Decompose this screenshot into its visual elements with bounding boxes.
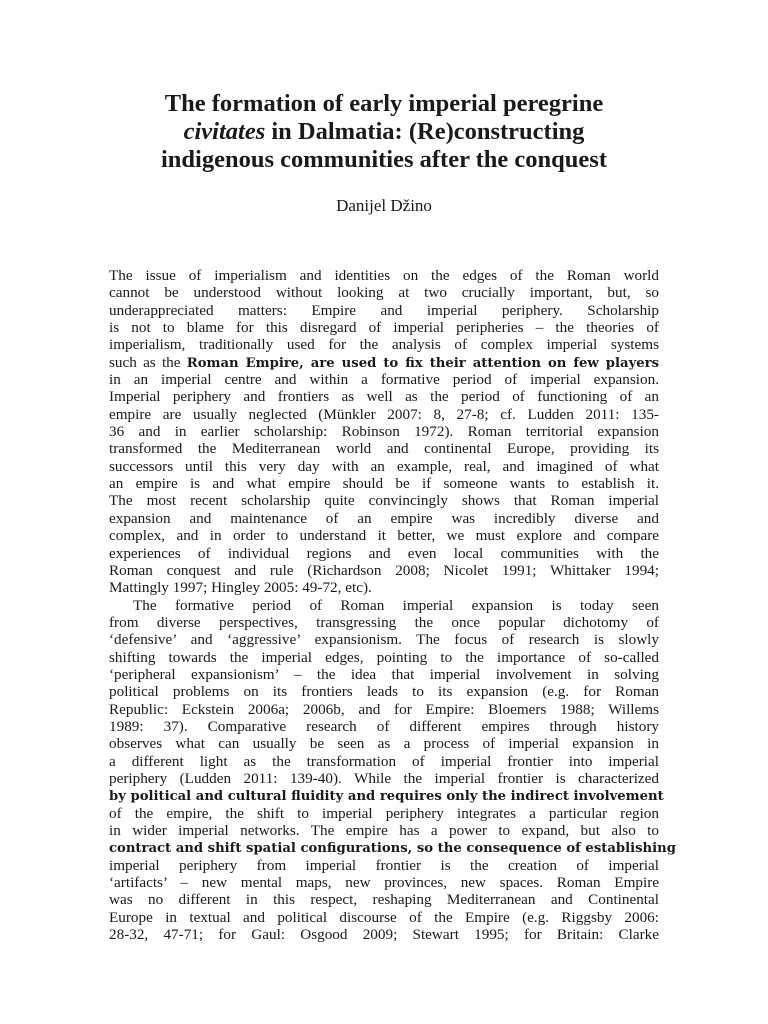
body-line-text: an empire is and what empire should be if someone wants to establish it. bbox=[109, 475, 659, 493]
body-line-text: imperialism, traditionally used for the analysis of complex imperial systems bbox=[109, 336, 659, 354]
body-line-text: in wider imperial networks. The empire has a power to expand, but also to bbox=[109, 822, 659, 839]
body-line-emphasis: by political and cultural fluidity and requires only the indirect involvement bbox=[109, 789, 664, 805]
body-line-text: successors until this very day with an example, real, and imagined of what bbox=[109, 457, 659, 475]
body-line-text: observes what can usually be seen as a process of imperial expansion in bbox=[109, 735, 659, 753]
body-line bbox=[109, 926, 659, 943]
body-line bbox=[109, 874, 659, 891]
body-line-text: Roman conquest and rule (Richardson 2008; Nicolet 1991; Whittaker 1994; bbox=[109, 561, 659, 579]
body-line bbox=[109, 371, 659, 388]
body-line bbox=[109, 510, 659, 527]
body-line bbox=[109, 839, 676, 857]
body-line-text: cannot be understood without looking at two crucially important, but, so bbox=[109, 284, 659, 302]
title-line-1: The formation of early imperial peregrine bbox=[164, 90, 604, 117]
body-line bbox=[109, 683, 659, 700]
body-line-text: ‘peripheral expansionism’ – the idea that imperial involvement in solving bbox=[109, 665, 659, 683]
body-line-text: in an imperial centre and within a formative period of imperial expansion. bbox=[109, 371, 659, 389]
body-line bbox=[109, 753, 659, 770]
body-line bbox=[109, 649, 659, 666]
body-line-text: shifting towards the imperial edges, pointing to the importance of so-called bbox=[109, 648, 659, 666]
body-line bbox=[109, 527, 659, 544]
body-line-text: ‘artifacts’ – new mental maps, new provinces, new spaces. Roman Empire bbox=[109, 874, 659, 892]
body-line bbox=[109, 388, 659, 405]
paper-title bbox=[100, 90, 668, 174]
body-line-emphasis: contract and shift spatial configurations, so the consequence of establishing bbox=[109, 841, 676, 857]
body-line bbox=[109, 805, 659, 822]
body-line bbox=[109, 354, 659, 371]
body-line-text: was no different in this respect, reshaping Mediterranean and Continental bbox=[109, 891, 659, 909]
body-line-text: 1989: 37). Comparative research of different empires through history bbox=[109, 717, 659, 735]
body-line-text: political problems on its frontiers leads to its expansion (e.g. for Roman bbox=[109, 683, 659, 701]
body-line-text: experiences of individual regions and even local communities with the bbox=[109, 544, 659, 562]
body-line-text: The issue of imperialism and identities on the edges of the Roman world bbox=[109, 267, 659, 284]
body-line-text: imperial periphery from imperial frontier is the creation of imperial bbox=[109, 856, 659, 874]
body-line-text: empire are usually neglected (Münkler 2007: 8, 27-8; cf. Ludden 2011: 135- bbox=[109, 405, 659, 423]
title-italic-term: civitates bbox=[183, 118, 266, 145]
body-line-emphasis: Roman Empire, are used to fix their attention on few players bbox=[186, 355, 660, 371]
body-line-text: The most recent scholarship quite convincingly shows that Roman imperial bbox=[109, 492, 659, 510]
body-line-text: expansion and maintenance of an empire was incredibly diverse and bbox=[109, 509, 659, 527]
body-line bbox=[109, 579, 659, 596]
body-line bbox=[109, 787, 664, 805]
body-line bbox=[109, 735, 659, 752]
body-line bbox=[109, 562, 659, 579]
body-line-text: ‘defensive’ and ‘aggressive’ expansionism. The focus of research is slowly bbox=[109, 631, 659, 649]
body-line bbox=[109, 666, 659, 683]
body-line-text: 28-32, 47-71; for Gaul: Osgood 2009; Stewart 1995; for Britain: Clarke bbox=[109, 926, 659, 944]
body-line bbox=[109, 319, 659, 336]
author-name: Danijel Džino bbox=[336, 196, 432, 215]
body-line-text: from diverse perspectives, transgressing the once popular dichotomy of bbox=[109, 613, 659, 631]
body-line bbox=[109, 267, 659, 284]
body-line bbox=[109, 857, 659, 874]
body-line bbox=[109, 492, 659, 509]
body-line bbox=[109, 614, 659, 631]
body-line-text: of the empire, the shift to imperial periphery integrates a particular region bbox=[109, 804, 659, 822]
body-line bbox=[109, 701, 659, 718]
body-line-text: underappreciated matters: Empire and imperial periphery. Scholarship bbox=[109, 301, 659, 319]
body-line bbox=[109, 440, 659, 457]
body-line bbox=[109, 597, 659, 614]
body-line bbox=[109, 423, 659, 440]
body-line bbox=[109, 475, 659, 492]
body-text bbox=[109, 267, 676, 944]
body-line-text: Mattingly 1997; Hingley 2005: 49-72, etc). bbox=[109, 579, 372, 597]
body-line-text: is not to blame for this disregard of imperial peripheries – the theories of bbox=[109, 319, 659, 337]
title-line-2 bbox=[100, 118, 668, 146]
body-line-text: Europe in textual and political discourse of the Empire (e.g. Riggsby 2006: bbox=[109, 908, 659, 926]
body-line-text: Republic: Eckstein 2006a; 2006b, and for Empire: Bloemers 1988; Willems bbox=[109, 700, 659, 718]
body-line-text: transformed the Mediterranean world and continental Europe, providing its bbox=[109, 440, 659, 458]
body-line-text: Imperial periphery and frontiers as well as the period of functioning of an bbox=[109, 388, 659, 406]
body-line bbox=[109, 718, 659, 735]
body-line-text: a different light as the transformation of imperial frontier into imperial bbox=[109, 752, 659, 770]
title-line-3: indigenous communities after the conquest bbox=[160, 146, 607, 173]
body-line bbox=[109, 545, 659, 562]
title-line-2-rest: in Dalmatia: (Re)constructing bbox=[265, 118, 585, 145]
body-line-text: periphery (Ludden 2011: 139-40). While the imperial frontier is characterized bbox=[109, 769, 659, 787]
body-line-text: complex, and in order to understand it better, we must explore and compare bbox=[109, 527, 659, 545]
body-line bbox=[109, 631, 659, 648]
body-line-text: 36 and in earlier scholarship: Robinson 1972). Roman territorial expansion bbox=[109, 423, 659, 441]
body-line bbox=[109, 770, 659, 787]
body-line bbox=[109, 891, 659, 908]
body-line bbox=[109, 458, 659, 475]
body-line-text: such as the bbox=[109, 353, 187, 371]
body-line bbox=[109, 284, 659, 301]
body-line bbox=[109, 406, 659, 423]
body-line bbox=[109, 909, 659, 926]
body-line bbox=[109, 822, 659, 839]
body-line-text: The formative period of Roman imperial expansion is today seen bbox=[133, 596, 659, 614]
body-line bbox=[109, 302, 659, 319]
body-line bbox=[109, 336, 659, 353]
